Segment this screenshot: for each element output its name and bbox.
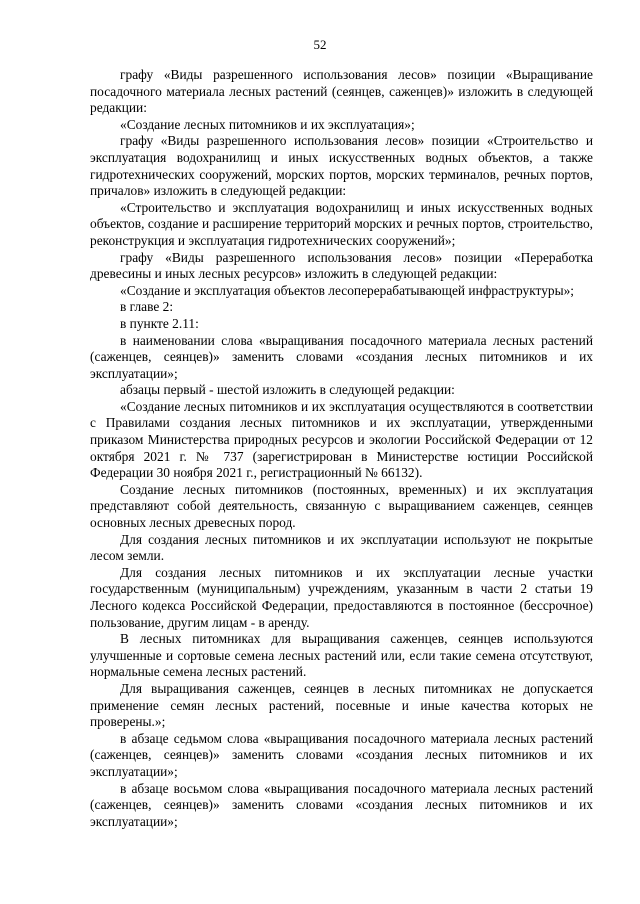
page-number: 52 — [313, 37, 327, 52]
paragraph: Для создания лесных питомников и их эксплуатации лесные участки государственным (муниципальным) учреждениям, указанным в части 2 статьи 19 Лесного кодекса Российской Федерации, предоставляются в постоянное (бессрочное) пользование, другим лицам - в аренду. — [90, 564, 593, 630]
paragraph: «Создание лесных питомников и их эксплуатация»; — [120, 116, 415, 132]
paragraph: В лесных питомниках для выращивания саженцев, сеянцев используются улучшенные и сортовые семена лесных растений или, если такие семена отсутствуют, нормальные семена лесных растений. — [90, 631, 593, 680]
paragraph: в пункте 2.11: — [120, 315, 199, 331]
paragraph: в наименовании слова «выращивания посадочного материала лесных растений (саженцев, сеянцев)» заменить словами «создания лесных питомников и их эксплуатации»; — [90, 332, 593, 381]
paragraph: Для создания лесных питомников и их эксплуатации используют не покрытые лесом земли. — [90, 531, 593, 564]
document-body — [90, 67, 593, 830]
paragraph: «Создание лесных питомников и их эксплуатация осуществляются в соответствии с Правилами создания лесных питомников и их эксплуатации, утвержденными приказом Министерства природных ресурсов и экологии Российской Федерации от 12 октября 2021 г. № 737 (зарегистрирован в Министерстве юстиции Российской Федерации 30 ноября 2021 г., регистрационный № 66132). — [90, 398, 593, 481]
paragraph: «Создание и эксплуатация объектов лесоперерабатывающей инфраструктуры»; — [120, 282, 575, 298]
paragraph: абзацы первый - шестой изложить в следующей редакции: — [120, 382, 455, 398]
paragraph: графу «Виды разрешенного использования лесов» позиции «Переработка древесины и иных лесных ресурсов» изложить в следующей редакции: — [90, 249, 593, 282]
paragraph: Для выращивания саженцев, сеянцев в лесных питомниках не допускается применение семян лесных растений, посевные и иные качества которых не проверены.»; — [90, 680, 593, 730]
paragraph: в абзаце восьмом слова «выращивания посадочного материала лесных растений (саженцев, сеянцев)» заменить словами «создания лесных питомников и их эксплуатации»; — [90, 780, 593, 829]
paragraph: графу «Виды разрешенного использования лесов» позиции «Строительство и эксплуатация водохранилищ и иных искусственных водных объектов, а также гидротехнических сооружений, морских портов, морских терминалов, речных портов, причалов» изложить в следующей редакции: — [90, 133, 593, 199]
paragraph: «Строительство и эксплуатация водохранилищ и иных искусственных водных объектов, создание и расширение территорий морских и речных портов, строительство, реконструкция и эксплуатация гидротехнических сооружений»; — [90, 199, 593, 248]
paragraph: в главе 2: — [120, 299, 174, 315]
paragraph: Создание лесных питомников (постоянных, временных) и их эксплуатация представляют собой деятельность, связанную с выращиванием саженцев, сеянцев основных лесных древесных пород. — [90, 481, 593, 531]
paragraph: в абзаце седьмом слова «выращивания посадочного материала лесных растений (саженцев, сеянцев)» заменить словами «создания лесных питомников и их эксплуатации»; — [90, 730, 593, 779]
paragraph: графу «Виды разрешенного использования лесов» позиции «Выращивание посадочного материала лесных растений (сеянцев, саженцев)» изложить в следующей редакции: — [90, 67, 593, 116]
